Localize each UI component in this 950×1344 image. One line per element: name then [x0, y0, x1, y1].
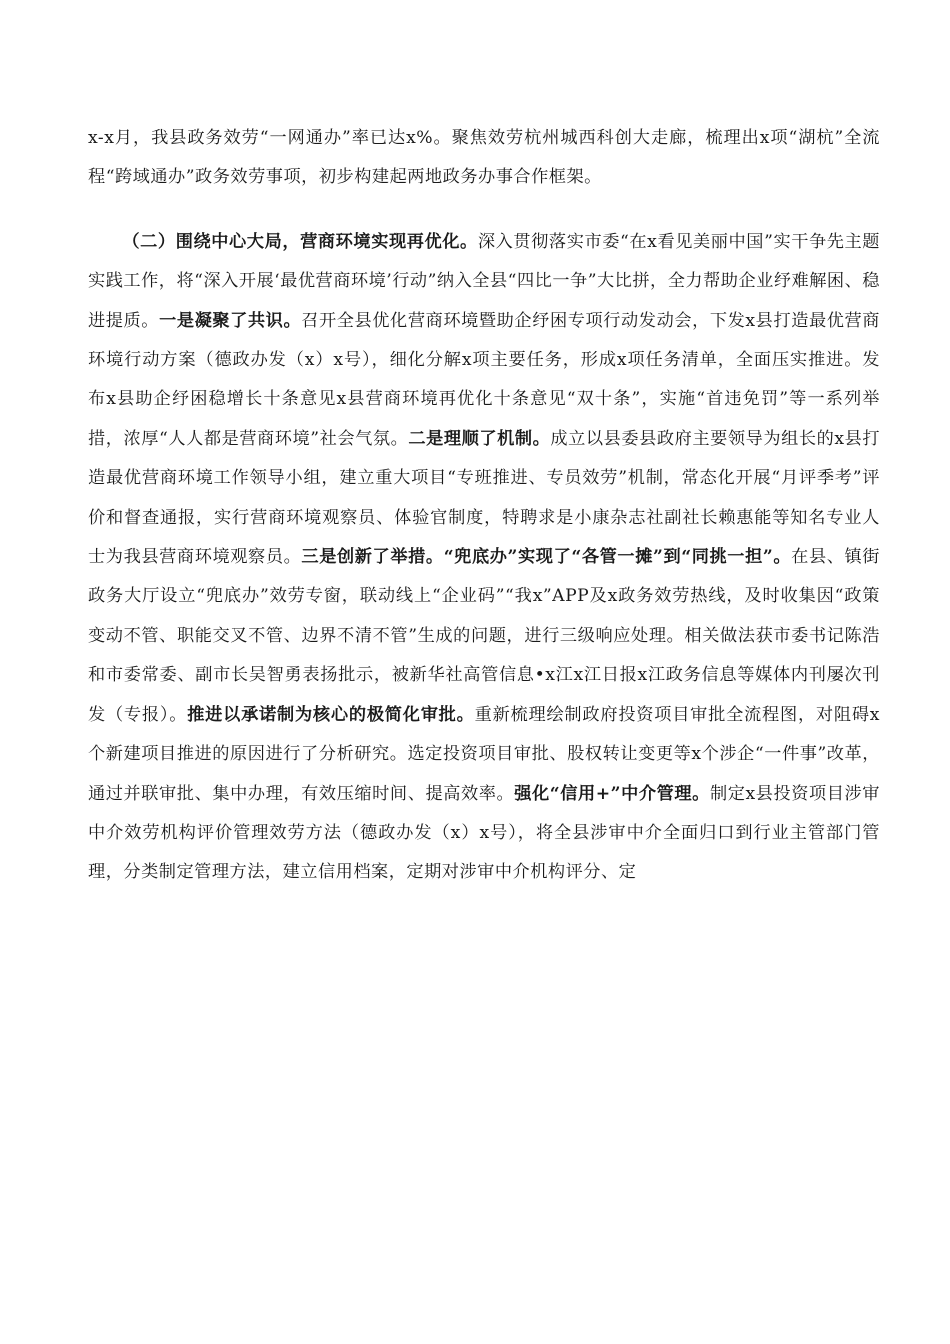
- document-body: [88, 119, 880, 893]
- bold-point-mechanism: 二是理顺了机制。: [408, 428, 551, 449]
- paragraph-continuation: [88, 119, 880, 198]
- bold-point-credit: 强化“信用+”中介管理。: [514, 783, 710, 804]
- paragraph-text: x-x月，我县政务效劳“一网通办”率已达x%。聚焦效劳杭州城西科创大走廊，梳理出x项“湖杭”全流程“跨域通办”政务效劳事项，初步构建起两地政务办事合作框架。: [88, 128, 880, 188]
- bold-point-innovation: 三是创新了举措。“兜底办”实现了“各管一摊”到“同挑一担”。: [301, 547, 792, 568]
- section-heading: （二）围绕中心大局，营商环境实现再优化。: [122, 231, 478, 252]
- bold-point-consensus: 一是凝聚了共识。: [159, 310, 302, 331]
- bold-point-approval: 推进以承诺制为核心的极简化审批。: [187, 704, 475, 725]
- paragraph-text: 深入贯彻落实市委“在x看见美丽中国”实干争先主题实践工作，将“深入开展‘最优营商环境’行动”纳入全县“四比一争”大比拼，全力帮助企业纾难解困、稳进提质。: [88, 231, 880, 331]
- paragraph-text: 召开全县优化营商环境暨助企纾困专项行动发动会，下发x县打造最优营商环境行动方案（德政办发（x）x号），细化分解x项主要任务，形成x项任务清单，全面压实推进。发布x县助企纾困稳增长十条意见x县营商环境再优化十条意见“双十条”，实施“首违免罚”等一系列举措，浓厚“人人都是营商环境”社会气氛。: [88, 310, 880, 449]
- paragraph-business-environment: [88, 223, 880, 893]
- paragraph-text: 在县、镇街政务大厅设立“兜底办”效劳专窗，联动线上“企业码”“我x”APP及x政务效劳热线，及时收集因“政策变动不管、职能交叉不管、边界不清不管”生成的问题，进行三级响应处理。相关做法获市委书记陈浩和市委常委、副市长吴智勇表扬批示，被新华社高管信息•x江x江日报x江政务信息等媒体内刊屡次刊发（专报）。: [88, 547, 880, 725]
- paragraph-text: 成立以县委县政府主要领导为组长的x县打造最优营商环境工作领导小组，建立重大项目“专班推进、专员效劳”机制，常态化开展“月评季考”评价和督查通报，实行营商环境观察员、体验官制度，特聘求是小康杂志社副社长赖惠能等知名专业人士为我县营商环境观察员。: [88, 428, 881, 568]
- paragraph-text: 重新梳理绘制政府投资项目审批全流程图，对阻碍x个新建项目推进的原因进行了分析研究。选定投资项目审批、股权转让变更等x个涉企“一件事”改革，通过并联审批、集中办理，有效压缩时间、提高效率。: [88, 704, 880, 804]
- paragraph-text: 制定x县投资项目涉审中介效劳机构评价管理效劳方法（德政办发（x）x号），将全县涉审中介全面归口到行业主管部门管理，分类制定管理方法，建立信用档案，定期对涉审中介机构评分、定: [88, 783, 880, 883]
